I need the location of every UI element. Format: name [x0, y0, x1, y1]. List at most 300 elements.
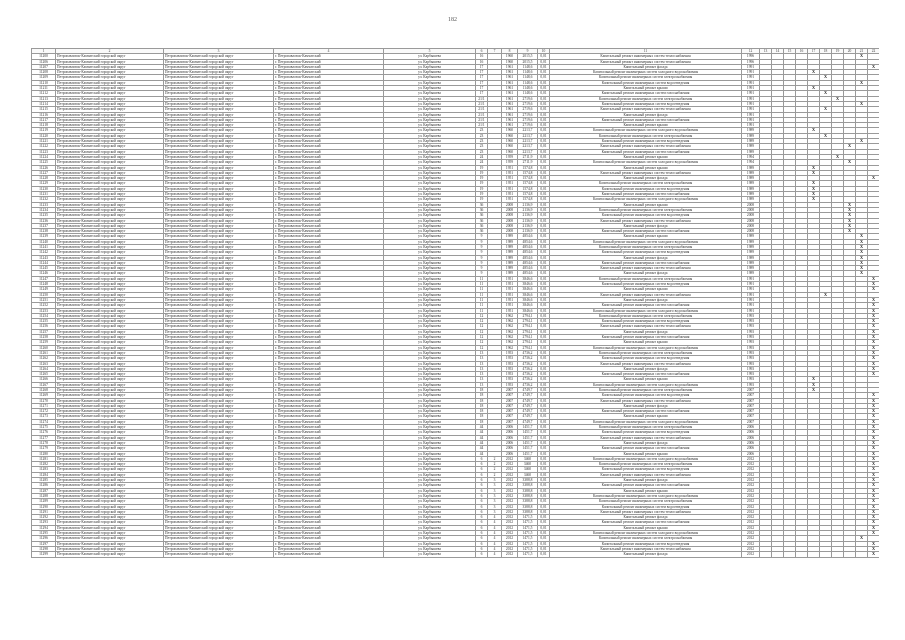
table-cell: г. Петропавловск-Камчатский	[274, 462, 384, 467]
table-cell: 1991	[742, 292, 760, 297]
table-cell: X	[868, 372, 880, 377]
table-cell: 3	[488, 509, 502, 514]
table-cell: Капитальный ремонт инженерных систем электроснабжения	[550, 462, 742, 467]
table-cell: 11265	[32, 372, 56, 377]
table-cell: 1989	[742, 181, 760, 186]
table-cell: г. Петропавловск-Камчатский	[274, 117, 384, 122]
table-cell: 2012	[742, 552, 760, 557]
table-cell: Петропавловск-Камчатский городской округ	[56, 435, 164, 440]
table-cell: 2012	[742, 509, 760, 514]
table-cell: 2007	[742, 388, 760, 393]
table-cell: Капитальный ремонт крыши	[550, 525, 742, 530]
table-cell: 0,01	[538, 96, 550, 101]
table-cell: 2012	[502, 515, 518, 520]
table-cell: 44	[476, 451, 488, 456]
table-cell: 6	[476, 504, 488, 509]
table-cell: 0,01	[538, 345, 550, 350]
table-cell: 0,01	[538, 218, 550, 223]
table-cell: Петропавловск-Камчатский городской округ	[56, 96, 164, 101]
table-cell: Капитальный ремонт инженерных систем газоснабжения	[550, 483, 742, 488]
table-cell: 2136,9	[518, 223, 538, 228]
table-cell: 0,01	[538, 154, 550, 159]
table-cell: 0,01	[538, 75, 550, 80]
table-cell: 2719,6	[518, 112, 538, 117]
table-cell: 2136,9	[518, 229, 538, 234]
table-cell: Петропавловск-Камчатский городской округ	[56, 154, 164, 159]
table-cell: 11	[476, 303, 488, 308]
table-cell: 1991	[742, 287, 760, 292]
table-cell: 11	[476, 292, 488, 297]
table-cell: Петропавловск-Камчатский городской округ	[164, 176, 274, 181]
table-cell: 11243	[32, 255, 56, 260]
table-cell: X	[856, 260, 868, 265]
table-cell: 1989	[742, 255, 760, 260]
table-cell: Петропавловск-Камчатский городской округ	[56, 393, 164, 398]
table-cell: Петропавловск-Камчатский городской округ	[164, 366, 274, 371]
table-cell: X	[868, 403, 880, 408]
table-cell: 0,01	[538, 483, 550, 488]
table-cell: Петропавловск-Камчатский городской округ	[56, 552, 164, 557]
table-cell: ул. Карбышева	[384, 493, 476, 498]
table-cell: X	[868, 324, 880, 329]
table-cell: Капитальный ремонт инженерных систем водоотведения	[550, 430, 742, 435]
table-cell: 1951	[502, 186, 518, 191]
table-cell: 11221	[32, 139, 56, 144]
table-cell: 0,01	[538, 170, 550, 175]
table-cell: 2012	[502, 499, 518, 504]
table-cell: 1951	[502, 176, 518, 181]
table-cell: 1993	[742, 382, 760, 387]
table-cell: ул. Карбышева	[384, 266, 476, 271]
table-cell: 6	[476, 488, 488, 493]
table-cell: X	[868, 335, 880, 340]
table-cell: 11264	[32, 366, 56, 371]
table-cell: Петропавловск-Камчатский городской округ	[56, 361, 164, 366]
table-cell: 11291	[32, 509, 56, 514]
table-cell: 36	[476, 223, 488, 228]
table-cell: 11295	[32, 531, 56, 536]
table-cell: г. Петропавловск-Камчатский	[274, 54, 384, 59]
table-cell: 2012	[742, 483, 760, 488]
table-cell: г. Петропавловск-Камчатский	[274, 255, 384, 260]
table-cell: 0,01	[538, 504, 550, 509]
table-cell: Петропавловск-Камчатский городской округ	[56, 377, 164, 382]
table-cell: Петропавловск-Камчатский городской округ	[164, 520, 274, 525]
table-cell: X	[844, 202, 856, 207]
table-cell: 2012	[502, 546, 518, 551]
table-cell: 23	[476, 133, 488, 138]
table-cell: Петропавловск-Камчатский городской округ	[164, 335, 274, 340]
table-cell: 11	[476, 297, 488, 302]
table-cell: г. Петропавловск-Камчатский	[274, 96, 384, 101]
table-cell: 0,01	[538, 398, 550, 403]
table-cell: 6	[476, 546, 488, 551]
table-cell: 2006	[742, 440, 760, 445]
table-cell: Петропавловск-Камчатский городской округ	[56, 64, 164, 69]
table-cell: Капитальный ремонт инженерных систем газоснабжения	[550, 260, 742, 265]
table-cell: Петропавловск-Камчатский городской округ	[56, 504, 164, 509]
table-cell: X	[820, 91, 832, 96]
table-cell: 12	[476, 329, 488, 334]
table-cell: Петропавловск-Камчатский городской округ	[164, 287, 274, 292]
table-cell: Петропавловск-Камчатский городской округ	[164, 308, 274, 313]
table-cell: 1148,6	[518, 80, 538, 85]
table-cell: 2006	[742, 430, 760, 435]
table-cell: Петропавловск-Камчатский городской округ	[164, 133, 274, 138]
table-cell: 1989	[502, 260, 518, 265]
column-header: 11	[550, 49, 742, 54]
table-cell: ул. Карбышева	[384, 59, 476, 64]
table-cell: Петропавловск-Камчатский городской округ	[164, 128, 274, 133]
table-cell: 11248	[32, 282, 56, 287]
table-cell: г. Петропавловск-Камчатский	[274, 536, 384, 541]
table-cell: Петропавловск-Камчатский городской округ	[56, 382, 164, 387]
table-cell: 1953	[502, 366, 518, 371]
table-cell: 11246	[32, 271, 56, 276]
table-cell: г. Петропавловск-Камчатский	[274, 451, 384, 456]
table-cell: ул. Карбышева	[384, 192, 476, 197]
table-cell: ул. Карбышева	[384, 276, 476, 281]
table-cell: Петропавловск-Камчатский городской округ	[164, 229, 274, 234]
table-cell: ул. Карбышева	[384, 382, 476, 387]
table-cell: 1471,5	[518, 552, 538, 557]
table-cell: 19	[476, 192, 488, 197]
table-cell: 0,01	[538, 64, 550, 69]
table-cell: 19	[476, 197, 488, 202]
column-header: 17	[808, 49, 820, 54]
table-cell: Петропавловск-Камчатский городской округ	[56, 244, 164, 249]
table-cell: 3388,8	[518, 488, 538, 493]
table-cell: 1991	[742, 282, 760, 287]
table-cell: ул. Карбышева	[384, 335, 476, 340]
table-cell: 1989	[502, 234, 518, 239]
table-cell: 12	[476, 319, 488, 324]
table-cell: 2007	[502, 398, 518, 403]
table-cell: ул. Карбышева	[384, 176, 476, 181]
column-header: 6	[476, 49, 488, 54]
table-cell: Петропавловск-Камчатский городской округ	[56, 197, 164, 202]
table-cell: X	[856, 80, 868, 85]
table-cell: Петропавловск-Камчатский городской округ	[56, 488, 164, 493]
table-cell: 11214	[32, 101, 56, 106]
table-cell: 1960	[502, 149, 518, 154]
table-cell: ул. Карбышева	[384, 366, 476, 371]
table-cell: 11252	[32, 303, 56, 308]
table-cell: 3846,6	[518, 276, 538, 281]
table-cell: г. Петропавловск-Камчатский	[274, 297, 384, 302]
table-cell: 6	[476, 552, 488, 557]
table-cell: 11209	[32, 75, 56, 80]
table-cell: 0,01	[538, 488, 550, 493]
table-cell: Капитальный ремонт крыши	[550, 377, 742, 382]
table-cell: 11287	[32, 488, 56, 493]
table-cell: Петропавловск-Камчатский городской округ	[164, 80, 274, 85]
table-cell: ул. Карбышева	[384, 149, 476, 154]
table-cell: Капитальный ремонт фасада	[550, 223, 742, 228]
column-header: 21	[856, 49, 868, 54]
table-cell: Петропавловск-Камчатский городской округ	[164, 192, 274, 197]
column-header: 10	[538, 49, 550, 54]
table-cell: 0,01	[538, 86, 550, 91]
table-cell: Петропавловск-Камчатский городской округ	[164, 139, 274, 144]
table-cell: 2012	[742, 493, 760, 498]
table-cell: 0,01	[538, 382, 550, 387]
table-cell: 2012	[742, 499, 760, 504]
table-cell: X	[868, 425, 880, 430]
table-cell: 2008	[502, 213, 518, 218]
table-cell: 11225	[32, 160, 56, 165]
table-cell: Петропавловск-Камчатский городской округ	[56, 282, 164, 287]
table-cell: 0,01	[538, 414, 550, 419]
table-cell	[784, 552, 796, 557]
table-cell: Капитальный ремонт крыши	[550, 154, 742, 159]
table-cell: 1471,5	[518, 525, 538, 530]
table-cell: Капитальный ремонт инженерных систем водоотведения	[550, 467, 742, 472]
table-cell: г. Петропавловск-Камчатский	[274, 282, 384, 287]
table-cell: Капитальный ремонт инженерных систем водоотведения	[550, 319, 742, 324]
table-cell: г. Петропавловск-Камчатский	[274, 525, 384, 530]
table-cell: г. Петропавловск-Камчатский	[274, 266, 384, 271]
table-cell: Петропавловск-Камчатский городской округ	[56, 478, 164, 483]
table-cell: 11276	[32, 430, 56, 435]
table-cell: X	[868, 282, 880, 287]
table-cell: 11233	[32, 202, 56, 207]
table-cell: г. Петропавловск-Камчатский	[274, 165, 384, 170]
table-cell: 0,01	[538, 80, 550, 85]
table-cell: 11223	[32, 149, 56, 154]
table-cell: Петропавловск-Камчатский городской округ	[56, 414, 164, 419]
table-cell: Капитальный ремонт инженерных систем газоснабжения	[550, 229, 742, 234]
table-cell: 4	[488, 531, 502, 536]
table-cell: 11	[476, 276, 488, 281]
table-cell: 2012	[742, 467, 760, 472]
table-cell: г. Петропавловск-Камчатский	[274, 414, 384, 419]
table-cell: 3	[488, 478, 502, 483]
table-cell: 11286	[32, 483, 56, 488]
table-cell: 3	[488, 493, 502, 498]
table-cell: г. Петропавловск-Камчатский	[274, 425, 384, 430]
table-cell: 6	[476, 483, 488, 488]
table-cell: Петропавловск-Камчатский городской округ	[56, 192, 164, 197]
table-cell: 11294	[32, 525, 56, 530]
table-cell: Петропавловск-Камчатский городской округ	[56, 80, 164, 85]
table-cell: 2008	[502, 223, 518, 228]
table-cell: 9	[476, 250, 488, 255]
table-cell: г. Петропавловск-Камчатский	[274, 207, 384, 212]
table-cell: 3388,8	[518, 483, 538, 488]
table-cell: ул. Карбышева	[384, 287, 476, 292]
table-cell: Капитальный ремонт инженерных систем водоотведения	[550, 139, 742, 144]
table-cell: 12	[476, 340, 488, 345]
table-cell: 3	[488, 488, 502, 493]
table-cell: 2012	[502, 504, 518, 509]
table-cell: X	[868, 546, 880, 551]
table-cell: X	[808, 197, 820, 202]
table-cell: Капитальный ремонт инженерных систем холодного водоснабжения	[550, 128, 742, 133]
table-cell: ул. Карбышева	[384, 440, 476, 445]
table-cell: ул. Карбышева	[384, 239, 476, 244]
table-cell: 2012	[502, 520, 518, 525]
table-cell	[832, 552, 844, 557]
table-cell: 0,01	[538, 435, 550, 440]
table-cell: 13	[476, 361, 488, 366]
table-cell: Петропавловск-Камчатский городской округ	[164, 292, 274, 297]
table-cell: 2012	[502, 536, 518, 541]
table-cell: 1991	[742, 123, 760, 128]
table-cell: X	[856, 536, 868, 541]
table-cell: 21/1	[476, 96, 488, 101]
table-cell: Петропавловск-Камчатский городской округ	[164, 393, 274, 398]
table-cell: Петропавловск-Камчатский городской округ	[164, 329, 274, 334]
table-cell: 3460	[518, 462, 538, 467]
table-cell: 11237	[32, 223, 56, 228]
table-cell: ул. Карбышева	[384, 446, 476, 451]
table-cell: г. Петропавловск-Камчатский	[274, 546, 384, 551]
table-cell: ул. Карбышева	[384, 504, 476, 509]
table-cell: Петропавловск-Камчатский городской округ	[164, 160, 274, 165]
table-cell: Петропавловск-Камчатский городской округ	[56, 260, 164, 265]
table-cell: 0,01	[538, 303, 550, 308]
table-cell: Петропавловск-Камчатский городской округ	[164, 462, 274, 467]
table-cell: 4736,2	[518, 366, 538, 371]
table-cell: г. Петропавловск-Камчатский	[274, 520, 384, 525]
table-cell: 12	[476, 335, 488, 340]
table-cell: 3846,6	[518, 297, 538, 302]
table-cell: 1991	[742, 297, 760, 302]
table-cell: 11230	[32, 186, 56, 191]
table-cell: 11271	[32, 403, 56, 408]
table-cell: ул. Карбышева	[384, 64, 476, 69]
table-cell: 2007	[502, 414, 518, 419]
table-cell: г. Петропавловск-Камчатский	[274, 313, 384, 318]
table-cell: 1989	[502, 255, 518, 260]
table-cell: 1991	[742, 91, 760, 96]
table-row	[32, 552, 880, 557]
table-cell: 2006	[502, 446, 518, 451]
table-cell: Петропавловск-Камчатский городской округ	[56, 329, 164, 334]
table-cell: 2008	[742, 202, 760, 207]
column-header: 20	[844, 49, 856, 54]
table-cell: Петропавловск-Камчатский городской округ	[164, 515, 274, 520]
table-cell: X	[868, 176, 880, 181]
table-cell: X	[868, 525, 880, 530]
column-header: 1	[32, 49, 56, 54]
table-cell: 1574,8	[518, 186, 538, 191]
table-cell: 0,01	[538, 472, 550, 477]
table-cell: Петропавловск-Камчатский городской округ	[56, 59, 164, 64]
table-cell: 11211	[32, 86, 56, 91]
table-cell: 0,01	[538, 229, 550, 234]
table-cell: г. Петропавловск-Камчатский	[274, 197, 384, 202]
table-cell: Петропавловск-Камчатский городской округ	[164, 414, 274, 419]
table-cell: Петропавловск-Камчатский городской округ	[56, 324, 164, 329]
table-cell: Петропавловск-Камчатский городской округ	[164, 266, 274, 271]
table-cell: 12	[476, 345, 488, 350]
table-cell: X	[856, 101, 868, 106]
table-cell: г. Петропавловск-Камчатский	[274, 139, 384, 144]
table-cell: 4736,2	[518, 382, 538, 387]
table-cell: г. Петропавловск-Камчатский	[274, 509, 384, 514]
table-cell: 6	[476, 515, 488, 520]
table-cell: Капитальный ремонт крыши	[550, 488, 742, 493]
table-cell: 2012	[502, 525, 518, 530]
table-cell: X	[856, 250, 868, 255]
table-cell: Петропавловск-Камчатский городской округ	[56, 266, 164, 271]
table-cell: 19	[476, 165, 488, 170]
table-cell: 1951	[502, 165, 518, 170]
table-cell: ул. Карбышева	[384, 292, 476, 297]
table-cell: 0,01	[538, 499, 550, 504]
table-cell: ул. Карбышева	[384, 186, 476, 191]
table-cell: г. Петропавловск-Камчатский	[274, 186, 384, 191]
table-cell: ул. Карбышева	[384, 54, 476, 59]
table-cell: г. Петропавловск-Камчатский	[274, 202, 384, 207]
table-cell: 9	[476, 271, 488, 276]
table-cell: 18	[476, 403, 488, 408]
table-cell: 3388,8	[518, 493, 538, 498]
table-cell: 1962	[502, 329, 518, 334]
table-cell: X	[868, 64, 880, 69]
table-cell: Петропавловск-Камчатский городской округ	[56, 525, 164, 530]
table-cell: г. Петропавловск-Камчатский	[274, 192, 384, 197]
table-cell: г. Петропавловск-Камчатский	[274, 271, 384, 276]
table-cell: г. Петропавловск-Камчатский	[274, 430, 384, 435]
table-cell: Петропавловск-Камчатский городской округ	[164, 86, 274, 91]
table-cell: Петропавловск-Камчатский городской округ	[164, 536, 274, 541]
table-cell: Петропавловск-Камчатский городской округ	[164, 202, 274, 207]
table-cell: X	[868, 303, 880, 308]
table-cell: 11283	[32, 467, 56, 472]
table-cell: 16	[476, 54, 488, 59]
table-cell: 0,01	[538, 197, 550, 202]
table-cell: X	[868, 319, 880, 324]
table-cell: Петропавловск-Камчатский городской округ	[164, 509, 274, 514]
table-cell: Петропавловск-Камчатский городской округ	[56, 350, 164, 355]
table-cell: г. Петропавловск-Камчатский	[274, 176, 384, 181]
table-cell: X	[868, 467, 880, 472]
table-cell: 6	[476, 472, 488, 477]
table-cell: X	[820, 292, 832, 297]
table-cell: ул. Карбышева	[384, 255, 476, 260]
table-cell: 2213,7	[518, 133, 538, 138]
table-cell: 18	[476, 388, 488, 393]
table-cell: 0,01	[538, 350, 550, 355]
table-cell: 4854,6	[518, 250, 538, 255]
table-cell: X	[868, 515, 880, 520]
table-cell: Петропавловск-Камчатский городской округ	[164, 440, 274, 445]
table-cell: г. Петропавловск-Камчатский	[274, 75, 384, 80]
column-header: 7	[488, 49, 502, 54]
table-cell: X	[820, 133, 832, 138]
table-cell: X	[808, 186, 820, 191]
table-cell: Петропавловск-Камчатский городской округ	[56, 446, 164, 451]
table-cell: 1993	[742, 345, 760, 350]
table-cell: Капитальный ремонт инженерных систем водоотведения	[550, 213, 742, 218]
table-cell: 1962	[502, 345, 518, 350]
table-cell: Капитальный ремонт инженерных систем теплоснабжения	[550, 54, 742, 59]
table-cell: 11231	[32, 192, 56, 197]
table-cell: 11292	[32, 515, 56, 520]
table-cell: ул. Карбышева	[384, 86, 476, 91]
table-cell: 0,01	[538, 244, 550, 249]
table-cell: 2007	[502, 388, 518, 393]
table-cell: 11277	[32, 435, 56, 440]
table-cell: 4	[488, 536, 502, 541]
table-cell: Петропавловск-Камчатский городской округ	[164, 117, 274, 122]
table-cell: X	[868, 483, 880, 488]
table-cell: Капитальный ремонт крыши	[550, 202, 742, 207]
table-cell: г. Петропавловск-Камчатский	[274, 483, 384, 488]
